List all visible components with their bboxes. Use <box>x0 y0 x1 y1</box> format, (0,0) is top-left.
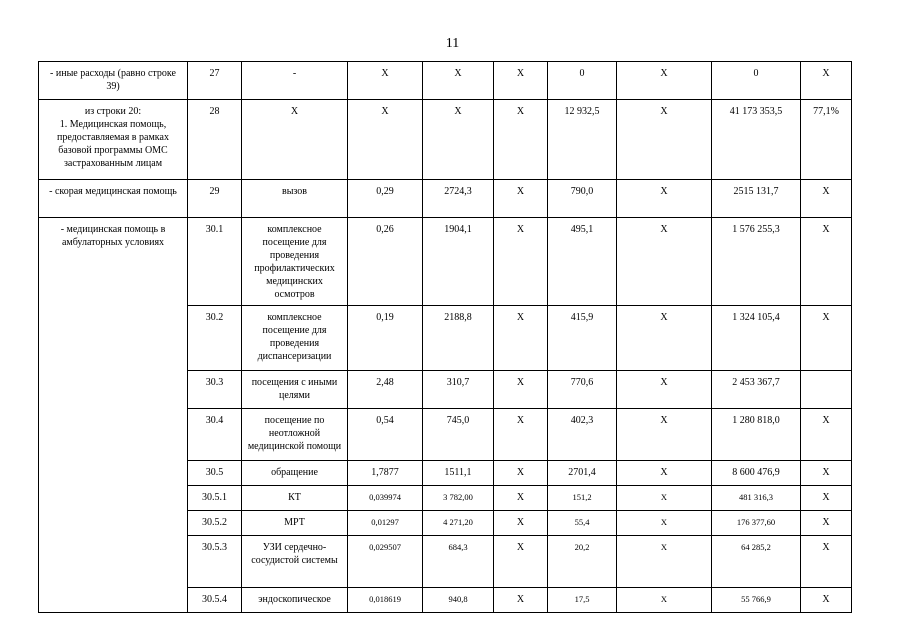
page-number: 11 <box>445 36 460 51</box>
table-row <box>39 180 852 218</box>
cell: Х <box>494 180 548 218</box>
cell: Х <box>494 461 548 486</box>
row-name: из строки 20: 1. Медицинская помощь, предоставляемая в рамках базовой программы ОМС застрахованным лицам <box>39 100 188 180</box>
cell: 684,3 <box>423 536 494 588</box>
cell: Х <box>617 588 712 613</box>
cell <box>801 371 852 409</box>
cell: 310,7 <box>423 371 494 409</box>
cell: Х <box>617 486 712 511</box>
cell: Х <box>494 218 548 306</box>
cell: 415,9 <box>548 306 617 371</box>
cell: 0,039974 <box>348 486 423 511</box>
cell: 20,2 <box>548 536 617 588</box>
cell: 1 324 105,4 <box>712 306 801 371</box>
row-unit: - <box>242 62 348 100</box>
cell: 1904,1 <box>423 218 494 306</box>
row-line-number: 30.5.3 <box>188 536 242 588</box>
row-line-number: 30.4 <box>188 409 242 461</box>
cell: 77,1% <box>801 100 852 180</box>
cell: 1 280 818,0 <box>712 409 801 461</box>
cell: 0,018619 <box>348 588 423 613</box>
row-line-number: 30.3 <box>188 371 242 409</box>
cell: Х <box>801 588 852 613</box>
cell: 2,48 <box>348 371 423 409</box>
row-unit: УЗИ сердечно-сосудистой системы <box>242 536 348 588</box>
cell: Х <box>801 409 852 461</box>
row-line-number: 30.1 <box>188 218 242 306</box>
cell: 1511,1 <box>423 461 494 486</box>
row-unit: МРТ <box>242 511 348 536</box>
cell: 8 600 476,9 <box>712 461 801 486</box>
cell: 12 932,5 <box>548 100 617 180</box>
cell: Х <box>617 62 712 100</box>
cell: Х <box>423 62 494 100</box>
cell: 2188,8 <box>423 306 494 371</box>
cell: Х <box>801 486 852 511</box>
cell: Х <box>617 461 712 486</box>
row-name: - иные расходы (равно строке 39) <box>39 62 188 100</box>
cell: 64 285,2 <box>712 536 801 588</box>
row-line-number: 27 <box>188 62 242 100</box>
cell: 176 377,60 <box>712 511 801 536</box>
cell: Х <box>617 218 712 306</box>
cell: 0,54 <box>348 409 423 461</box>
cell: 55 766,9 <box>712 588 801 613</box>
cell: Х <box>801 511 852 536</box>
cell: 402,3 <box>548 409 617 461</box>
cell: 4 271,20 <box>423 511 494 536</box>
cell: Х <box>348 100 423 180</box>
cell: 0,01297 <box>348 511 423 536</box>
row-unit: комплексное посещение для проведения профилактических медицинских осмотров <box>242 218 348 306</box>
cell: Х <box>494 62 548 100</box>
row-line-number: 30.5.1 <box>188 486 242 511</box>
cell: 0 <box>548 62 617 100</box>
cell: Х <box>494 371 548 409</box>
row-unit: вызов <box>242 180 348 218</box>
cell: Х <box>348 62 423 100</box>
cell: Х <box>494 409 548 461</box>
row-unit: посещения с иными целями <box>242 371 348 409</box>
cell: Х <box>801 536 852 588</box>
cell: 0,029507 <box>348 536 423 588</box>
cell: 1,7877 <box>348 461 423 486</box>
cell: 17,5 <box>548 588 617 613</box>
row-line-number: 30.5.2 <box>188 511 242 536</box>
row-unit: посещение по неотложной медицинской помощи <box>242 409 348 461</box>
cell: Х <box>617 180 712 218</box>
row-unit: комплексное посещение для проведения диспансеризации <box>242 306 348 371</box>
cell: Х <box>617 100 712 180</box>
cell: Х <box>494 100 548 180</box>
cell: 745,0 <box>423 409 494 461</box>
row-line-number: 29 <box>188 180 242 218</box>
cell: Х <box>617 371 712 409</box>
cell: 151,2 <box>548 486 617 511</box>
row-unit: Х <box>242 100 348 180</box>
cell: Х <box>801 62 852 100</box>
cell: Х <box>617 536 712 588</box>
cell: Х <box>801 218 852 306</box>
cell: Х <box>423 100 494 180</box>
cell: 3 782,00 <box>423 486 494 511</box>
row-line-number: 30.2 <box>188 306 242 371</box>
cell: 0,26 <box>348 218 423 306</box>
cell: 495,1 <box>548 218 617 306</box>
cell: Х <box>617 511 712 536</box>
cell: Х <box>494 486 548 511</box>
cell: 2701,4 <box>548 461 617 486</box>
row-name: - скорая медицинская помощь <box>39 180 188 218</box>
cell: Х <box>801 461 852 486</box>
cell: Х <box>494 536 548 588</box>
cell: 41 173 353,5 <box>712 100 801 180</box>
cell: 0,19 <box>348 306 423 371</box>
table-row <box>39 100 852 180</box>
table-row <box>39 62 852 100</box>
row-unit: обращение <box>242 461 348 486</box>
cell: 2724,3 <box>423 180 494 218</box>
row-unit: эндоскопическое <box>242 588 348 613</box>
cell: Х <box>617 409 712 461</box>
row-line-number: 30.5.4 <box>188 588 242 613</box>
cell: Х <box>617 306 712 371</box>
row-name: - медицинская помощь в амбулаторных условиях <box>39 218 188 613</box>
row-line-number: 30.5 <box>188 461 242 486</box>
cell: Х <box>494 511 548 536</box>
cell: 55,4 <box>548 511 617 536</box>
cell: 0,29 <box>348 180 423 218</box>
cell: Х <box>494 588 548 613</box>
row-unit: КТ <box>242 486 348 511</box>
cell: Х <box>801 180 852 218</box>
cell: 481 316,3 <box>712 486 801 511</box>
financing-table <box>38 61 852 613</box>
table-row <box>39 218 852 306</box>
cell: 2515 131,7 <box>712 180 801 218</box>
cell: Х <box>494 306 548 371</box>
cell: 790,0 <box>548 180 617 218</box>
cell: Х <box>801 306 852 371</box>
cell: 770,6 <box>548 371 617 409</box>
cell: 2 453 367,7 <box>712 371 801 409</box>
row-line-number: 28 <box>188 100 242 180</box>
cell: 940,8 <box>423 588 494 613</box>
cell: 0 <box>712 62 801 100</box>
cell: 1 576 255,3 <box>712 218 801 306</box>
